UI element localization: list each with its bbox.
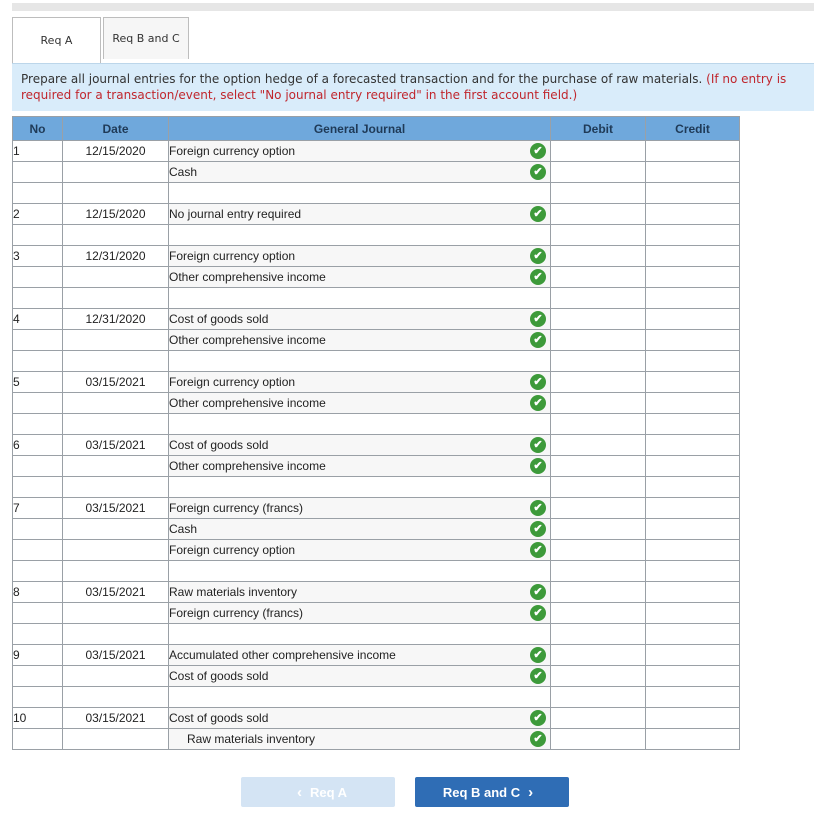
account-select[interactable]	[169, 204, 551, 225]
table-row	[13, 456, 740, 477]
debit-input[interactable]	[551, 603, 646, 624]
entry-date	[63, 561, 169, 582]
table-row	[13, 162, 740, 183]
entry-number	[13, 519, 63, 540]
debit-input[interactable]	[551, 288, 646, 309]
tab-req-b-and-c[interactable]: Req B and C	[103, 17, 189, 59]
table-row	[13, 204, 740, 225]
entry-date	[63, 687, 169, 708]
credit-input[interactable]	[646, 540, 740, 561]
account-name: Other comprehensive income	[169, 270, 326, 284]
account-select[interactable]	[169, 582, 551, 603]
entry-number	[13, 162, 63, 183]
table-row	[13, 288, 740, 309]
next-req-b-and-c-button[interactable]	[415, 777, 569, 807]
table-row	[13, 141, 740, 162]
account-name: Raw materials inventory	[169, 585, 298, 599]
entry-number: 3	[13, 246, 63, 267]
account-select[interactable]	[169, 729, 551, 750]
debit-input[interactable]	[551, 435, 646, 456]
debit-input[interactable]	[551, 372, 646, 393]
entry-number: 1	[13, 141, 63, 162]
account-select[interactable]	[169, 267, 551, 288]
entry-number	[13, 456, 63, 477]
account-select-empty[interactable]	[169, 288, 551, 309]
entry-number: 10	[13, 708, 63, 729]
account-name: Other comprehensive income	[169, 459, 326, 473]
check-circle-icon: ✔	[530, 248, 546, 264]
entry-date	[63, 414, 169, 435]
entry-date	[63, 267, 169, 288]
entry-number	[13, 267, 63, 288]
debit-input[interactable]	[551, 561, 646, 582]
account-select-empty[interactable]	[169, 351, 551, 372]
entry-date	[63, 666, 169, 687]
entry-number: 2	[13, 204, 63, 225]
credit-input[interactable]	[646, 162, 740, 183]
credit-input[interactable]	[646, 456, 740, 477]
entry-number	[13, 540, 63, 561]
table-row	[13, 624, 740, 645]
instructions	[12, 63, 814, 111]
entry-number: 8	[13, 582, 63, 603]
debit-input[interactable]	[551, 309, 646, 330]
entry-date	[63, 162, 169, 183]
check-circle-icon: ✔	[530, 584, 546, 600]
table-row	[13, 435, 740, 456]
debit-input[interactable]	[551, 456, 646, 477]
tab-bar	[12, 17, 191, 63]
debit-input[interactable]	[551, 225, 646, 246]
table-row	[13, 540, 740, 561]
account-name: Foreign currency option	[169, 249, 296, 263]
credit-input[interactable]	[646, 435, 740, 456]
table-row	[13, 666, 740, 687]
entry-number	[13, 414, 63, 435]
debit-input[interactable]	[551, 687, 646, 708]
entry-number	[13, 225, 63, 246]
entry-number: 5	[13, 372, 63, 393]
account-select[interactable]	[169, 246, 551, 267]
entry-date	[63, 393, 169, 414]
header-no: No	[13, 117, 63, 141]
entry-number: 4	[13, 309, 63, 330]
account-select-empty[interactable]	[169, 225, 551, 246]
account-select[interactable]	[169, 708, 551, 729]
account-select[interactable]	[169, 330, 551, 351]
credit-input[interactable]	[646, 645, 740, 666]
table-row	[13, 267, 740, 288]
prev-req-a-button[interactable]	[241, 777, 395, 807]
credit-input[interactable]	[646, 309, 740, 330]
table-row	[13, 414, 740, 435]
journal-table	[12, 116, 740, 750]
debit-input[interactable]	[551, 708, 646, 729]
account-name: Cost of goods sold	[169, 312, 269, 326]
entry-number	[13, 624, 63, 645]
tab-req-a[interactable]: Req A	[12, 17, 101, 63]
entry-number	[13, 666, 63, 687]
table-row	[13, 372, 740, 393]
entry-date: 03/15/2021	[63, 435, 169, 456]
instruction-text: Prepare all journal entries for the option hedge of a forecasted transaction and for the purchase of raw materials.	[21, 72, 703, 86]
account-select-empty[interactable]	[169, 561, 551, 582]
table-row	[13, 519, 740, 540]
account-select[interactable]	[169, 519, 551, 540]
entry-number	[13, 330, 63, 351]
credit-input[interactable]	[646, 267, 740, 288]
entry-date: 03/15/2021	[63, 582, 169, 603]
check-circle-icon: ✔	[530, 542, 546, 558]
entry-date	[63, 225, 169, 246]
account-select[interactable]	[169, 603, 551, 624]
table-row	[13, 330, 740, 351]
credit-input[interactable]	[646, 225, 740, 246]
entry-number: 9	[13, 645, 63, 666]
account-select-empty[interactable]	[169, 624, 551, 645]
top-progress-bar	[12, 3, 814, 11]
check-circle-icon: ✔	[530, 332, 546, 348]
check-circle-icon: ✔	[530, 668, 546, 684]
account-select[interactable]	[169, 645, 551, 666]
header-date: Date	[63, 117, 169, 141]
credit-input[interactable]	[646, 393, 740, 414]
credit-input[interactable]	[646, 204, 740, 225]
credit-input[interactable]	[646, 351, 740, 372]
next-button-label: Req B and C	[442, 784, 521, 800]
account-name: Cost of goods sold	[169, 711, 269, 725]
debit-input[interactable]	[551, 351, 646, 372]
table-row	[13, 246, 740, 267]
debit-input[interactable]	[551, 498, 646, 519]
debit-input[interactable]	[551, 519, 646, 540]
table-row	[13, 225, 740, 246]
table-row	[13, 645, 740, 666]
entry-date: 12/31/2020	[63, 246, 169, 267]
account-name: Other comprehensive income	[169, 396, 326, 410]
table-row	[13, 561, 740, 582]
debit-input[interactable]	[551, 330, 646, 351]
account-select[interactable]	[169, 393, 551, 414]
check-circle-icon: ✔	[530, 500, 546, 516]
entry-number	[13, 477, 63, 498]
check-circle-icon: ✔	[530, 374, 546, 390]
credit-input[interactable]	[646, 246, 740, 267]
entry-date	[63, 540, 169, 561]
instruction-note: (If no entry is required for a transaction/event, select "No journal entry required" in the first account field.)	[21, 72, 787, 102]
account-name: Accumulated other comprehensive income	[169, 648, 396, 662]
account-select[interactable]	[169, 456, 551, 477]
entry-number	[13, 183, 63, 204]
check-circle-icon: ✔	[530, 395, 546, 411]
debit-input[interactable]	[551, 624, 646, 645]
credit-input[interactable]	[646, 519, 740, 540]
credit-input[interactable]	[646, 624, 740, 645]
entry-date: 12/15/2020	[63, 141, 169, 162]
table-row	[13, 351, 740, 372]
entry-number	[13, 393, 63, 414]
account-name: Cash	[169, 522, 198, 536]
check-circle-icon: ✔	[530, 605, 546, 621]
entry-number	[13, 561, 63, 582]
check-circle-icon: ✔	[530, 647, 546, 663]
table-row	[13, 582, 740, 603]
entry-date: 03/15/2021	[63, 498, 169, 519]
entry-date: 12/15/2020	[63, 204, 169, 225]
credit-input[interactable]	[646, 603, 740, 624]
entry-date: 03/15/2021	[63, 645, 169, 666]
table-header-row	[13, 117, 740, 141]
account-select-empty[interactable]	[169, 183, 551, 204]
entry-number: 6	[13, 435, 63, 456]
entry-date	[63, 330, 169, 351]
entry-date	[63, 183, 169, 204]
credit-input[interactable]	[646, 414, 740, 435]
entry-number	[13, 288, 63, 309]
account-name: Raw materials inventory	[187, 732, 316, 746]
debit-input[interactable]	[551, 393, 646, 414]
table-row	[13, 708, 740, 729]
credit-input[interactable]	[646, 729, 740, 750]
debit-input[interactable]	[551, 540, 646, 561]
credit-input[interactable]	[646, 141, 740, 162]
entry-number	[13, 729, 63, 750]
table-row	[13, 183, 740, 204]
account-name: Foreign currency (francs)	[169, 606, 304, 620]
debit-input[interactable]	[551, 267, 646, 288]
entry-number	[13, 687, 63, 708]
credit-input[interactable]	[646, 666, 740, 687]
table-row	[13, 729, 740, 750]
entry-date	[63, 729, 169, 750]
check-circle-icon: ✔	[530, 458, 546, 474]
credit-input[interactable]	[646, 687, 740, 708]
header-debit: Debit	[551, 117, 646, 141]
debit-input[interactable]	[551, 582, 646, 603]
account-name: No journal entry required	[169, 207, 302, 221]
credit-input[interactable]	[646, 288, 740, 309]
debit-input[interactable]	[551, 645, 646, 666]
account-select[interactable]	[169, 666, 551, 687]
entry-date	[63, 624, 169, 645]
debit-input[interactable]	[551, 204, 646, 225]
header-credit: Credit	[646, 117, 740, 141]
account-select-empty[interactable]	[169, 477, 551, 498]
entry-number: 7	[13, 498, 63, 519]
check-circle-icon: ✔	[530, 731, 546, 747]
credit-input[interactable]	[646, 183, 740, 204]
table-row	[13, 603, 740, 624]
account-select[interactable]	[169, 498, 551, 519]
account-name: Cash	[169, 165, 198, 179]
account-name: Foreign currency (francs)	[169, 501, 304, 515]
debit-input[interactable]	[551, 477, 646, 498]
account-select[interactable]	[169, 540, 551, 561]
credit-input[interactable]	[646, 561, 740, 582]
account-select[interactable]	[169, 372, 551, 393]
chevron-left-icon: ‹	[296, 783, 302, 801]
entry-date: 03/15/2021	[63, 372, 169, 393]
debit-input[interactable]	[551, 729, 646, 750]
debit-input[interactable]	[551, 246, 646, 267]
credit-input[interactable]	[646, 708, 740, 729]
account-select-empty[interactable]	[169, 414, 551, 435]
debit-input[interactable]	[551, 141, 646, 162]
entry-date	[63, 351, 169, 372]
entry-date	[63, 477, 169, 498]
entry-date	[63, 456, 169, 477]
entry-date: 03/15/2021	[63, 708, 169, 729]
check-circle-icon: ✔	[530, 143, 546, 159]
account-name: Foreign currency option	[169, 543, 296, 557]
account-name: Other comprehensive income	[169, 333, 326, 347]
check-circle-icon: ✔	[530, 164, 546, 180]
credit-input[interactable]	[646, 477, 740, 498]
credit-input[interactable]	[646, 582, 740, 603]
account-select-empty[interactable]	[169, 687, 551, 708]
debit-input[interactable]	[551, 666, 646, 687]
check-circle-icon: ✔	[530, 269, 546, 285]
table-row	[13, 498, 740, 519]
chevron-right-icon: ›	[528, 783, 534, 801]
table-row	[13, 477, 740, 498]
account-select[interactable]	[169, 141, 551, 162]
table-row	[13, 309, 740, 330]
account-name: Foreign currency option	[169, 375, 296, 389]
debit-input[interactable]	[551, 414, 646, 435]
header-general-journal: General Journal	[169, 117, 551, 141]
credit-input[interactable]	[646, 498, 740, 519]
check-circle-icon: ✔	[530, 521, 546, 537]
credit-input[interactable]	[646, 330, 740, 351]
check-circle-icon: ✔	[530, 710, 546, 726]
table-row	[13, 687, 740, 708]
credit-input[interactable]	[646, 372, 740, 393]
prev-button-label: Req A	[309, 784, 348, 800]
journal-body	[13, 141, 740, 750]
check-circle-icon: ✔	[530, 311, 546, 327]
check-circle-icon: ✔	[530, 437, 546, 453]
account-name: Foreign currency option	[169, 144, 296, 158]
debit-input[interactable]	[551, 162, 646, 183]
entry-date	[63, 288, 169, 309]
account-select[interactable]	[169, 309, 551, 330]
table-row	[13, 393, 740, 414]
account-select[interactable]	[169, 435, 551, 456]
account-name: Cost of goods sold	[169, 669, 269, 683]
entry-date	[63, 519, 169, 540]
entry-number	[13, 603, 63, 624]
account-name: Cost of goods sold	[169, 438, 269, 452]
account-select[interactable]	[169, 162, 551, 183]
entry-number	[13, 351, 63, 372]
entry-date	[63, 603, 169, 624]
check-circle-icon: ✔	[530, 206, 546, 222]
debit-input[interactable]	[551, 183, 646, 204]
entry-date: 12/31/2020	[63, 309, 169, 330]
